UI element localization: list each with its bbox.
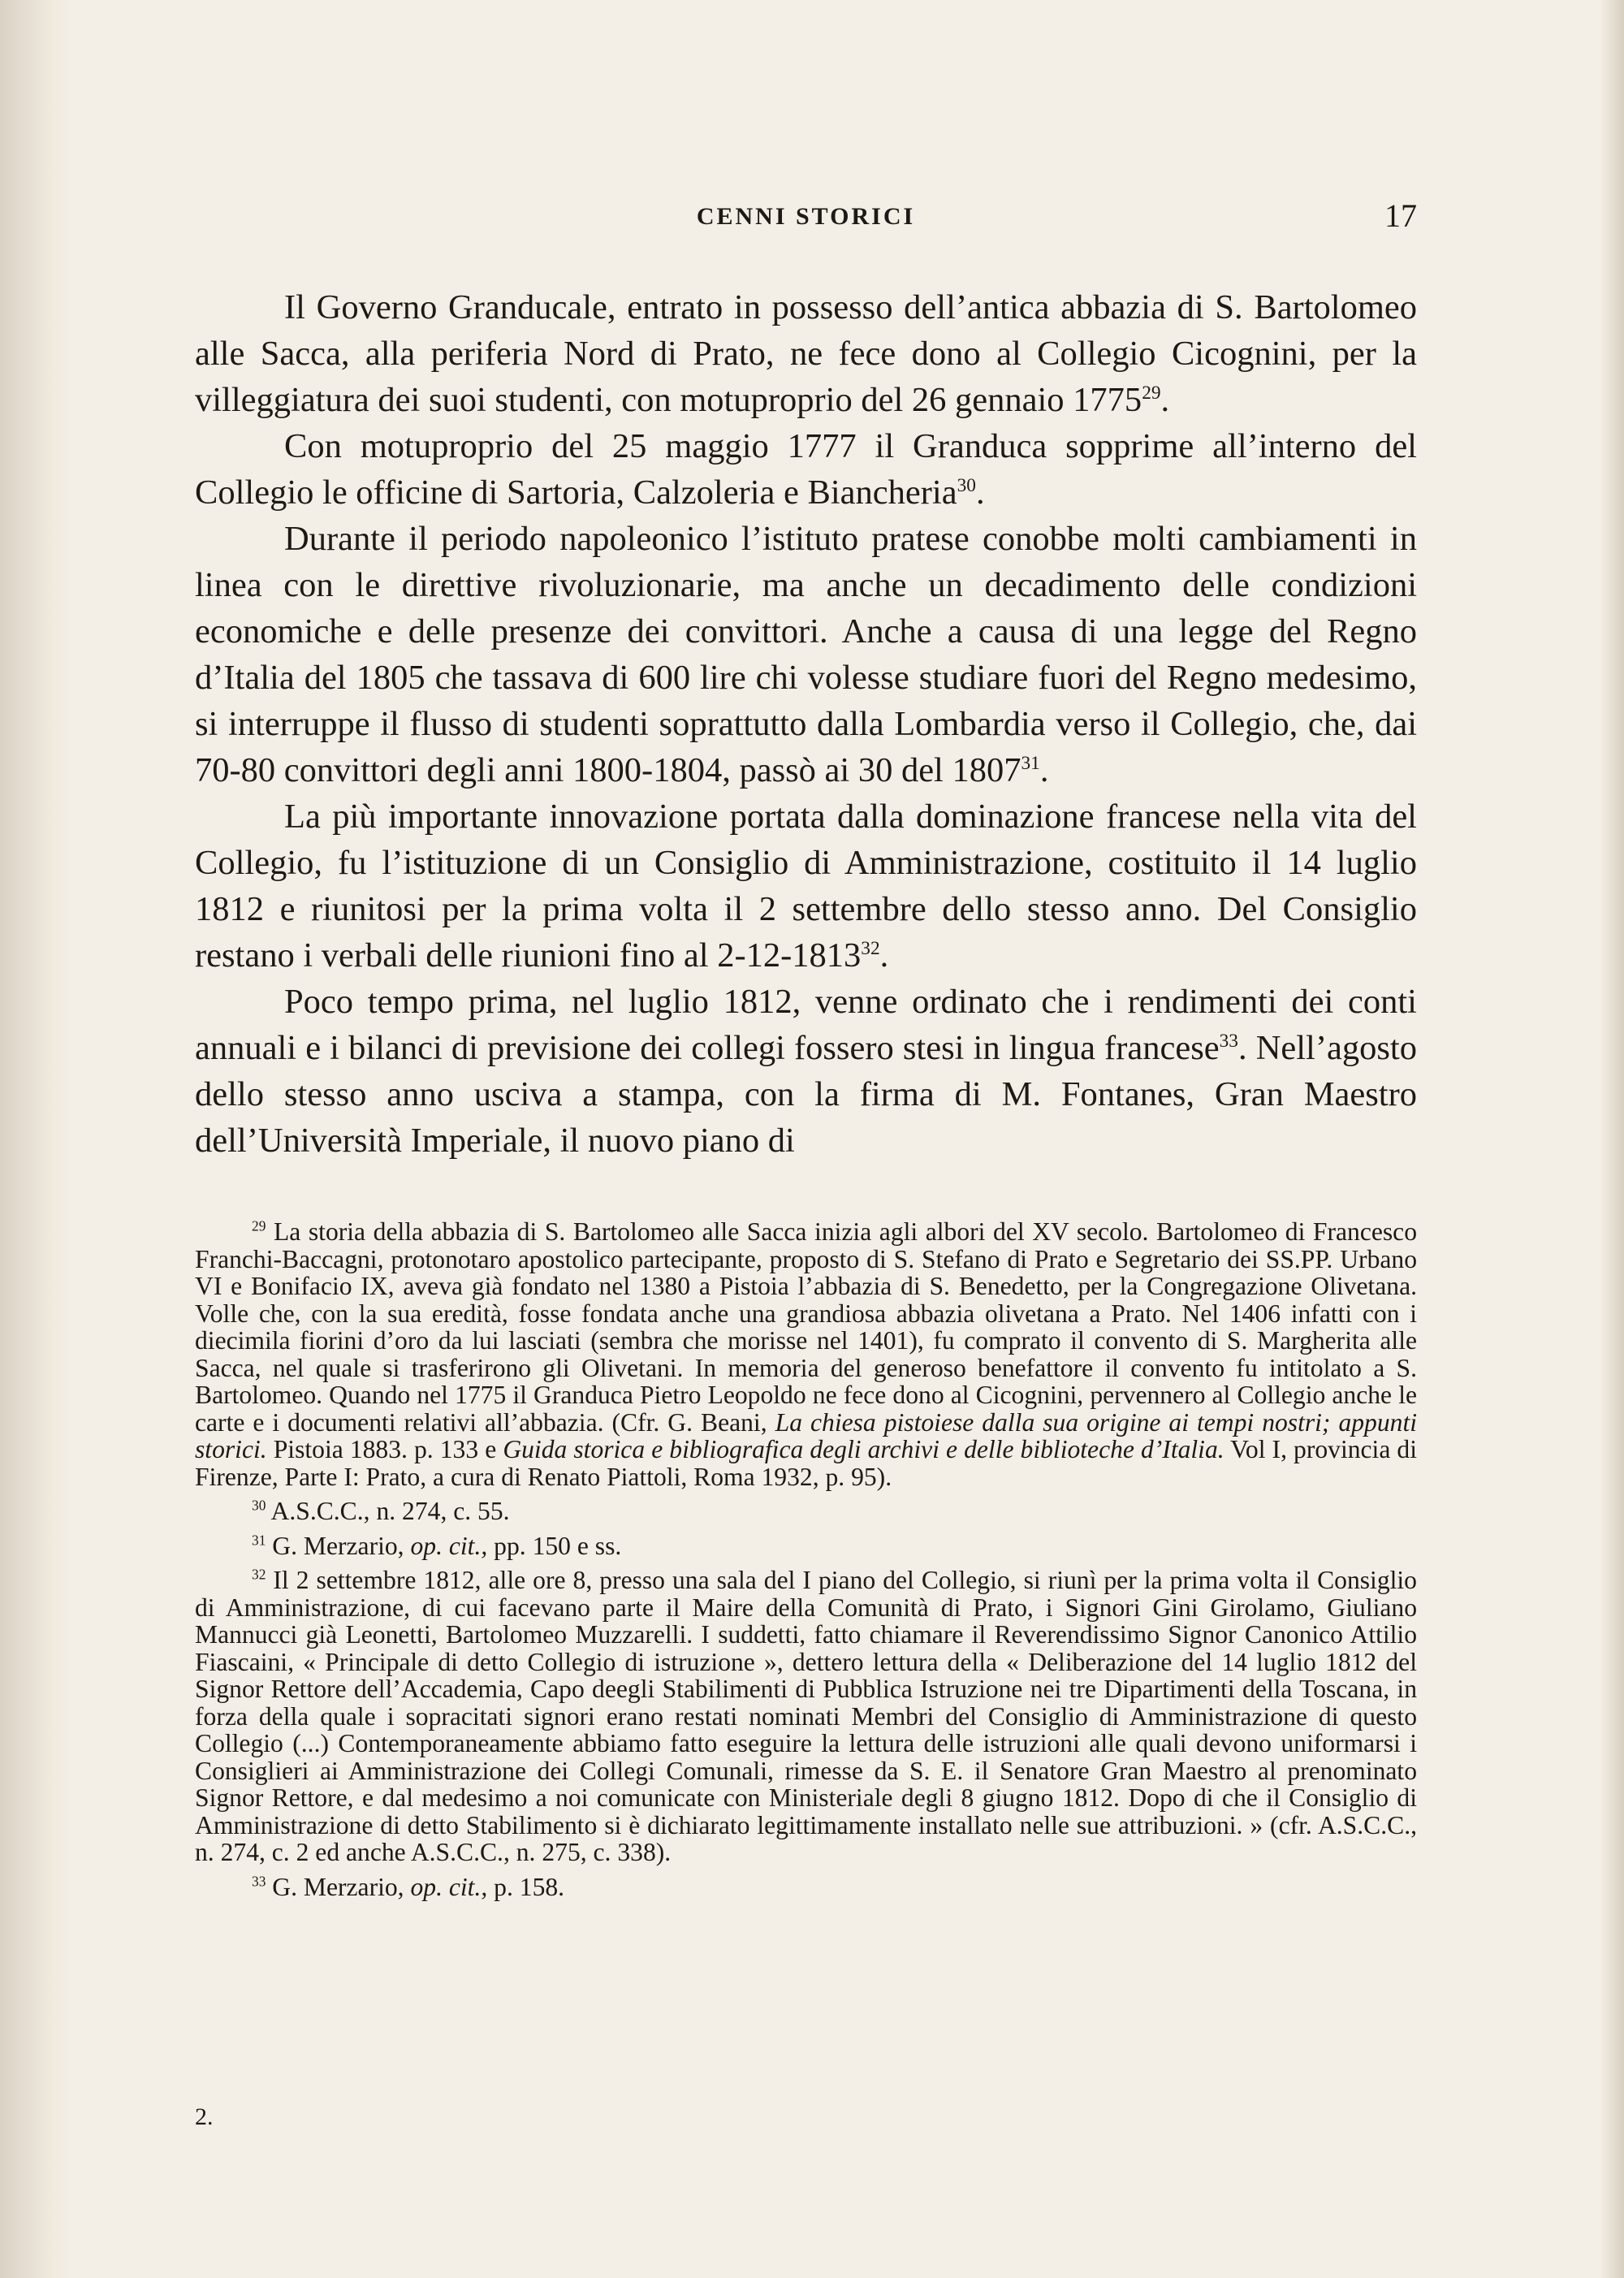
footnote-ref: 30 xyxy=(957,474,976,496)
footnote-ref: 33 xyxy=(1219,1030,1238,1052)
footnote-31: $^{31}$ G. Merzario, op. cit., pp. 150 e ss. xyxy=(252,1531,622,1560)
footnote-ref: 29 xyxy=(1142,382,1161,404)
footnote-33: $^{33}$ G. Merzario, op. cit., p. 158. xyxy=(252,1872,565,1901)
footnote-32: $^{32}$ Il 2 settembre 1812, alle ore 8, presso una sala del I piano del Collegio, si riunì per la prima volta il Consiglio di Amministrazione, di cui facevano parte il Maire della Comunità di Prato, i Signori Gini Girolamo, Giuliano Mannucci già Leonetti, Bartolomeo Muzzarelli. I suddetti, fatto chiamare il Reverendissimo Signor Canonico Attilio Fiascaini, « Principale di detto Collegio di istruzione », dettero lettura della « Deliberazione del 14 luglio 1812 del Signor Rettore dell’Accademia, Capo deegli Stabilimenti di Pubblica Istruzione nei tre Dipartimenti della Toscana, in forza della quale i sopracitati signori erano restati nominati Membri del Consiglio di Amministrazione di questo Collegio (...) Contemporaneamente abbiamo fatto eseguire la lettura delle istruzioni alle quali devono uniformarsi i Consiglieri ai Amministrazione dei Collegi Comunali, rimesse da S. E. il Senatore Gran Maestro al prenominato Signor Rettore, e dal medesimo a noi comunicate con Ministeriale degli 8 giugno 1812. Dopo di che il Consiglio di Amministrazione di detto Stabilimento si è dichiarato legittimamente installato nelle sue attribuzioni. » (cfr. A.S.C.C., n. 274, c. 2 ed anche A.S.C.C., n. 275, c. 338). xyxy=(195,1566,1417,1866)
paragraph: Il Governo Granducale, entrato in possesso dell’antica abbazia di S. Bartolomeo alle Sacca, alla periferia Nord di Prato, ne fece dono al Collegio Cicognini, per la villeggiatura dei suoi studenti, con motuproprio del 26 gennaio 1775$^{29}$. xyxy=(195,288,1417,419)
footnote-30: $^{30}$ A.S.C.C., n. 274, c. 55. xyxy=(252,1497,510,1525)
main-text xyxy=(195,284,1417,1164)
paragraph: Poco tempo prima, nel luglio 1812, venne ordinato che i rendimenti dei conti annuali e i bilanci di previsione dei collegi fossero stesi in lingua francese$^{33}$. Nell’agosto dello stesso anno usciva a stampa, con la firma di M. Fontanes, Gran Maestro dell’Università Imperiale, il nuovo piano di xyxy=(195,983,1417,1160)
page-edge-shadow xyxy=(1600,0,1624,2278)
footnote-ref: 32 xyxy=(861,937,880,959)
page-number: 17 xyxy=(1384,197,1417,234)
footnotes xyxy=(195,1218,1417,1908)
paragraph: La più importante innovazione portata dalla dominazione francese nella vita del Collegio, fu l’istituzione di un Consiglio di Amministrazione, costituito il 14 luglio 1812 e riunitosi per la prima volta il 2 settembre dello stesso anno. Del Consiglio restano i verbali delle riunioni fino al 2-12-1813$^{32}$. xyxy=(195,798,1417,975)
page-header xyxy=(195,197,1417,252)
page-gutter-shadow xyxy=(0,0,73,2278)
footnote-29: $^{29}$ La storia della abbazia di S. Bartolomeo alle Sacca inizia agli albori del XV secolo. Bartolomeo di Francesco Franchi-Baccagni, protonotaro apostolico partecipante, proposto di S. Stefano di Prato e Segretario dei SS.PP. Urbano VI e Bonifacio IX, aveva già fondato nel 1380 a Pistoia l’abbazia di S. Benedetto, per la Congregazione Olivetana. Volle che, con la sua eredità, fosse fondata anche una grandiosa abbazia olivetana a Prato. Nel 1406 infatti con i diecimila fiorini d’oro da lui lasciati (sembra che morisse nel 1401), fu comprato il convento di S. Margherita alle Sacca, nel quale si trasferirono gli Olivetani. In memoria del generoso benefattore il convento fu intitolato a S. Bartolomeo. Quando nel 1775 il Granduca Pietro Leopoldo ne fece dono al Cicognini, pervennero al Collegio anche le carte e i documenti relativi all’abbazia. (Cfr. G. Beani, La chiesa pistoiese dalla sua origine ai tempi nostri; appunti storici. Pistoia 1883. p. 133 e Guida storica e bibliografica degli archivi e delle biblioteche d’Italia. Vol I, provincia di Firenze, Parte I: Prato, a cura di Renato Piattoli, Roma 1932, p. 95). xyxy=(195,1217,1418,1491)
footnote-ref: 31 xyxy=(1021,752,1040,774)
paragraph: Durante il periodo napoleonico l’istituto pratese conobbe molti cambiamenti in linea con le direttive rivoluzionarie, ma anche un decadimento delle condizioni economiche e delle presenze dei convittori. Anche a causa di una legge del Regno d’Italia del 1805 che tassava di 600 lire chi volesse studiare fuori del Regno medesimo, si interruppe il flusso di studenti soprattutto dalla Lombardia verso il Collegio, che, dai 70-80 convittori degli anni 1800-1804, passò ai 30 del 1807$^{31}$. xyxy=(195,520,1417,789)
gathering-signature: 2. xyxy=(195,2103,214,2130)
paragraph: Con motuproprio del 25 maggio 1777 il Granduca sopprime all’interno del Collegio le officine di Sartoria, Calzoleria e Biancheria$^{30}$. xyxy=(195,427,1417,512)
running-head: CENNI STORICI xyxy=(696,203,916,230)
